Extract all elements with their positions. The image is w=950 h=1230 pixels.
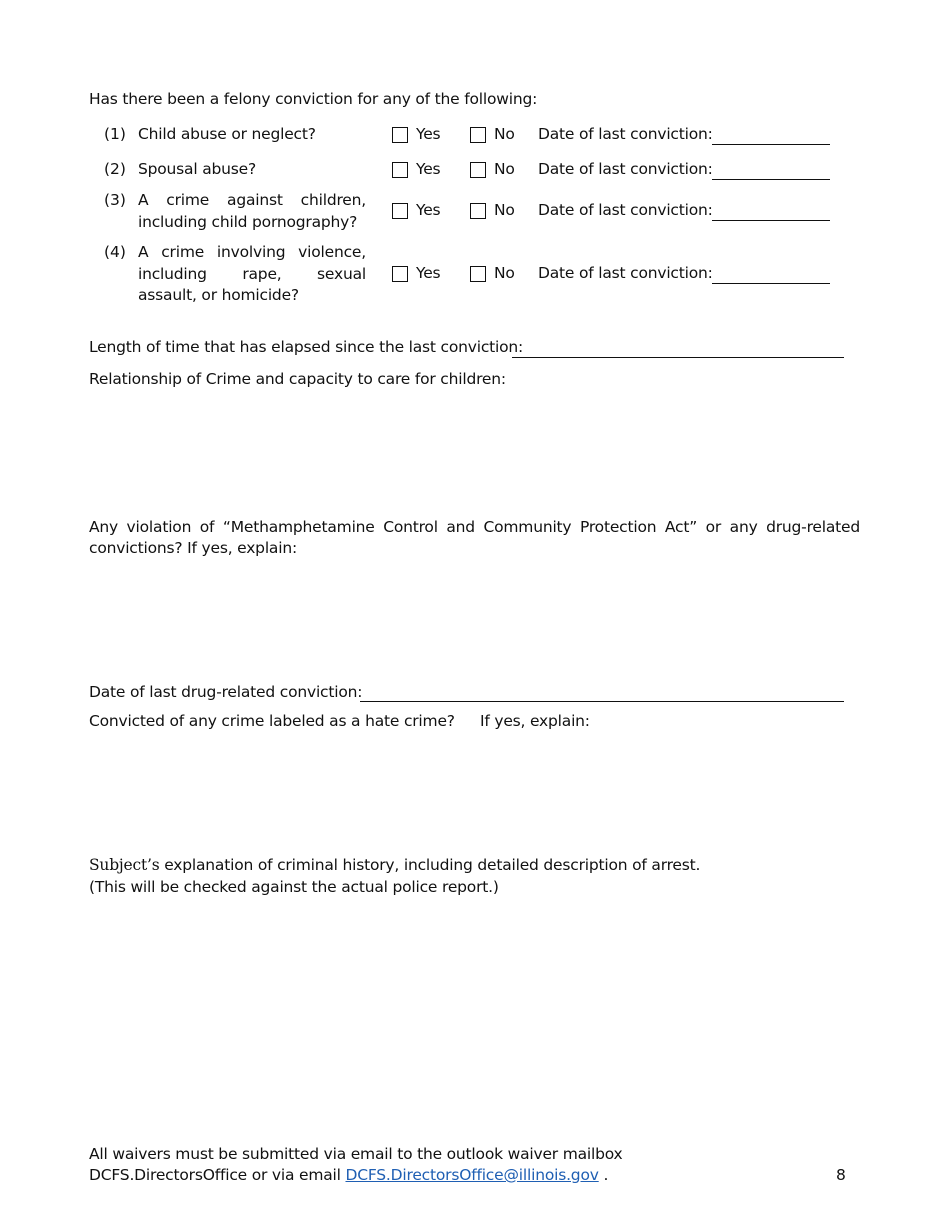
elapsed-time-label: Length of time that has elapsed since the last conviction: bbox=[89, 338, 524, 356]
meth-question-line1: Any violation of “Methamphetamine Control and Community Protection Act” or any drug-related bbox=[89, 518, 860, 536]
yes-checkbox-4[interactable] bbox=[392, 266, 408, 282]
footer-line1: All waivers must be submitted via email to the outlook waiver mailbox bbox=[89, 1145, 623, 1163]
yes-checkbox-2[interactable] bbox=[392, 162, 408, 178]
date-field-4[interactable] bbox=[712, 283, 830, 284]
subject-line1-rest: explanation of criminal history, including detailed description of arrest. bbox=[159, 856, 701, 874]
hate-crime-question: Convicted of any crime labeled as a hate crime? bbox=[89, 712, 455, 730]
date-field-2[interactable] bbox=[712, 179, 830, 180]
date-field-3[interactable] bbox=[712, 220, 830, 221]
email-link[interactable]: DCFS.DirectorsOffice@illinois.gov bbox=[345, 1166, 599, 1184]
relationship-label: Relationship of Crime and capacity to care for children: bbox=[89, 370, 506, 388]
no-label: No bbox=[494, 125, 515, 143]
date-field-1[interactable] bbox=[712, 144, 830, 145]
yes-label: Yes bbox=[416, 125, 441, 143]
footer-prefix: DCFS.DirectorsOffice or via email bbox=[89, 1166, 346, 1184]
date-label: Date of last conviction: bbox=[538, 125, 713, 143]
item-description: A crime involving violence, including rape, sexual assault, or homicide? bbox=[138, 243, 366, 304]
footer-suffix: . bbox=[598, 1166, 609, 1184]
subject-explanation-line1 bbox=[89, 855, 700, 876]
no-label: No bbox=[494, 201, 515, 219]
yes-label: Yes bbox=[416, 160, 441, 178]
item-description: A crime against children, including child pornography? bbox=[138, 191, 366, 231]
date-label: Date of last conviction: bbox=[538, 201, 713, 219]
no-checkbox-2[interactable] bbox=[470, 162, 486, 178]
item-number: (2) bbox=[104, 160, 126, 178]
drug-date-field[interactable] bbox=[360, 701, 844, 702]
subject-word: Subject’s bbox=[89, 856, 160, 874]
meth-question-line2: convictions? If yes, explain: bbox=[89, 539, 297, 557]
yes-checkbox-3[interactable] bbox=[392, 203, 408, 219]
no-label: No bbox=[494, 160, 515, 178]
footer-line2 bbox=[89, 1165, 608, 1186]
hate-crime-explain: If yes, explain: bbox=[480, 712, 590, 730]
no-label: No bbox=[494, 264, 515, 282]
no-checkbox-4[interactable] bbox=[470, 266, 486, 282]
item-description: Child abuse or neglect? bbox=[138, 125, 316, 143]
drug-date-label: Date of last drug-related conviction: bbox=[89, 683, 363, 701]
felony-heading: Has there been a felony conviction for any of the following: bbox=[89, 90, 538, 108]
elapsed-time-field[interactable] bbox=[512, 357, 844, 358]
no-checkbox-1[interactable] bbox=[470, 127, 486, 143]
item-number: (1) bbox=[104, 125, 126, 143]
item-number: (4) bbox=[104, 243, 126, 261]
yes-label: Yes bbox=[416, 201, 441, 219]
no-checkbox-3[interactable] bbox=[470, 203, 486, 219]
date-label: Date of last conviction: bbox=[538, 160, 713, 178]
yes-checkbox-1[interactable] bbox=[392, 127, 408, 143]
item-description: Spousal abuse? bbox=[138, 160, 256, 178]
date-label: Date of last conviction: bbox=[538, 264, 713, 282]
page-number: 8 bbox=[836, 1166, 846, 1184]
item-number: (3) bbox=[104, 191, 126, 209]
yes-label: Yes bbox=[416, 264, 441, 282]
subject-explanation-line2: (This will be checked against the actual police report.) bbox=[89, 878, 499, 896]
